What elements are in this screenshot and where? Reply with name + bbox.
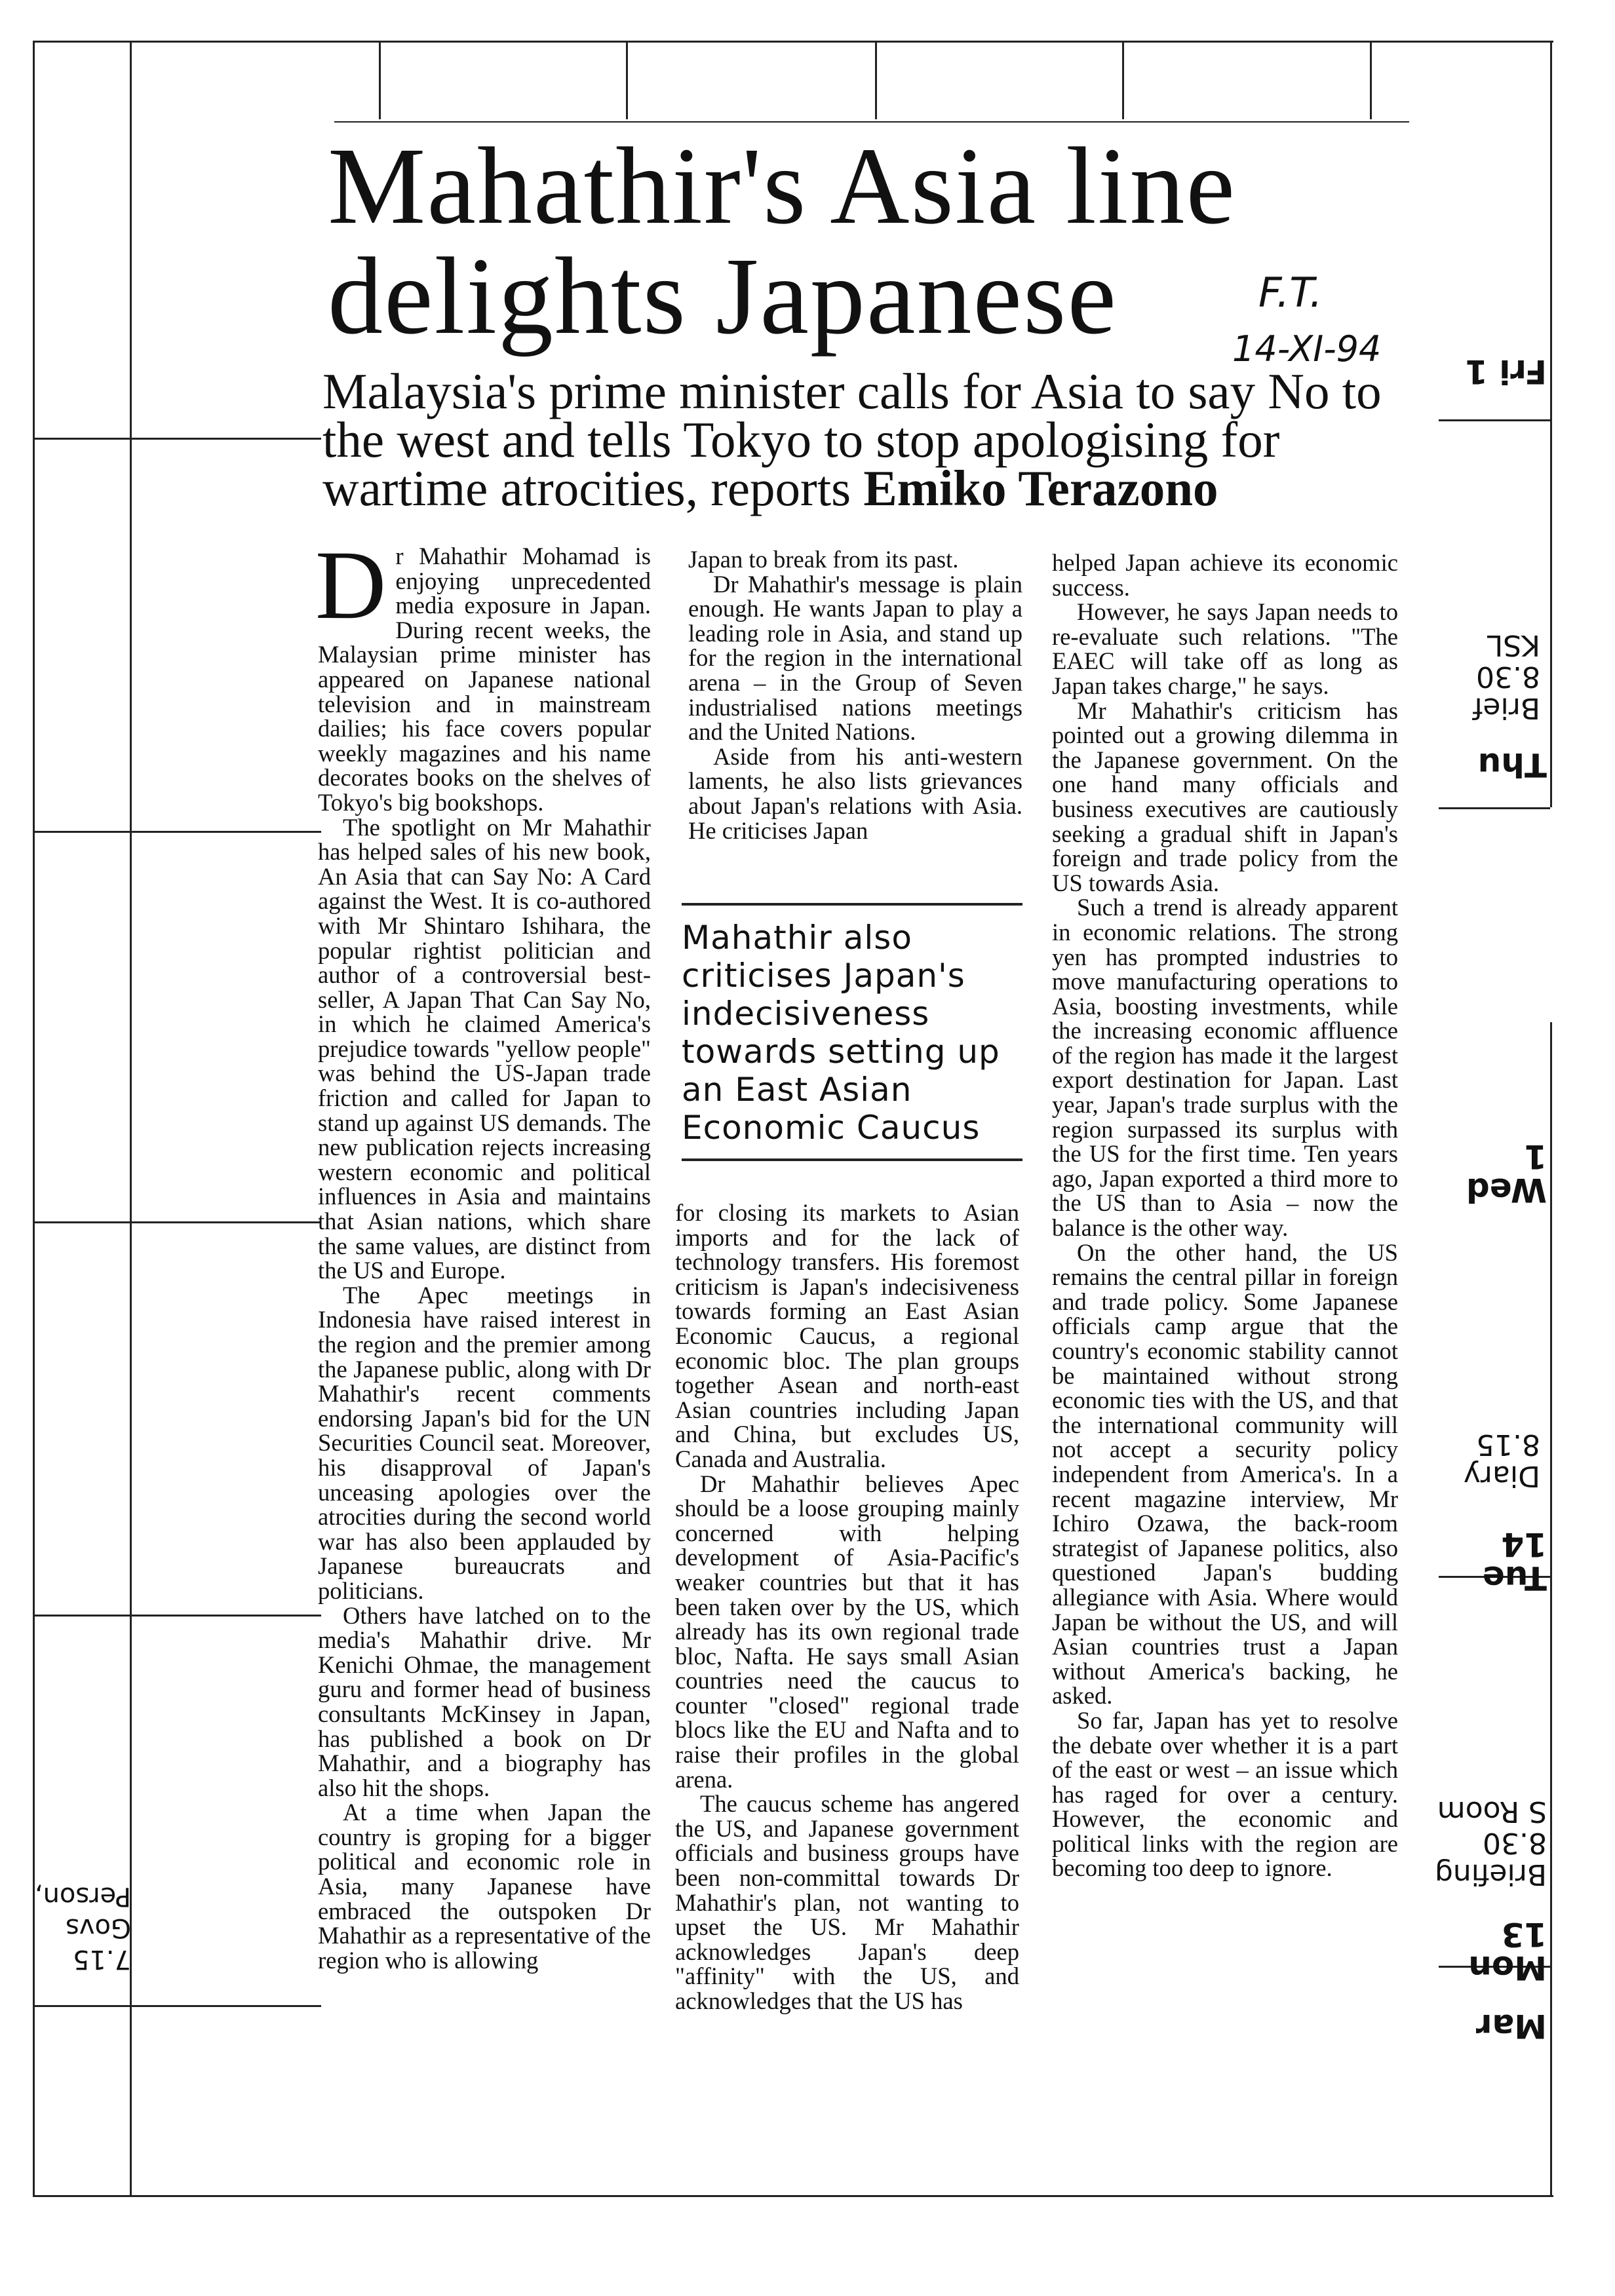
- left-row-rule-3: [33, 1221, 321, 1223]
- paragraph: At a time when Japan the country is groping for a bigger political and economic role in Asia, many Japanese have embraced the outspoken Dr Mahathir as a representative of the region who is allowing: [318, 1799, 651, 1974]
- paragraph: The caucus scheme has angered the US, and Japanese government officials and business groups have been non-committal towards Dr Mahathir's plan, not wanting to upset the US. Mr Mahathir acknowledges Japan's deep "affinity" with the US, and acknowledges that the US has: [675, 1790, 1019, 2014]
- top-tick-1: [379, 41, 381, 119]
- paragraph-text: r Mahathir Mohamad is enjoying unprecedented media exposure in Japan. During recent weeks, the Malaysian prime minister has appeared on Japanese national television and in mainstream dailies; his face covers popular weekly magazines and his name decorates books on the shelves of Tokyo's big bookshops.: [318, 543, 651, 816]
- top-tick-4: [1122, 41, 1124, 119]
- paragraph: Dr Mahathir believes Apec should be a loose grouping mainly concerned with helping development of Asia-Pacific's weaker countries but that it has been taken over by the US, which already has its own regional trade bloc, Nafta. He says small Asian countries need the caucus to counter "closed" regional trade blocs like the EU and Nafta and to raise their profiles in the global arena.: [675, 1470, 1019, 1793]
- top-tick-3: [875, 41, 877, 119]
- paragraph: Aside from his anti-western laments, he also lists grievances about Japan's relations with Asia. He criticises Japan: [688, 742, 1022, 844]
- paragraph: The spotlight on Mr Mahathir has helped sales of his new book, An Asia that can Say No: A Card against the West. It is co-authored with Mr Shintaro Ishihara, the popular rightist politician and author of a controversial best-seller, A Japan That Can Say No, in which he claimed America's prejudice towards "yellow people" was behind the US-Japan trade friction and called for Japan to stand up against US demands. The new publication rejects increasing western economic and political influences in Asia and maintains that Asian nations, which share the same values, are distinct from the US and Europe.: [318, 813, 651, 1284]
- left-row-rule-5: [33, 2005, 321, 2007]
- diary-brief-line: 8.30: [1476, 660, 1540, 693]
- diary-mar: Mar: [1475, 2007, 1547, 2045]
- byline: Emiko Terazono: [863, 460, 1218, 516]
- article-column-1: [315, 531, 651, 1974]
- right-rule: [1550, 41, 1552, 807]
- left-row-rule-4: [33, 1615, 321, 1617]
- diary-diary: Diary 8.15: [1463, 1428, 1540, 1493]
- pull-quote: Mahathir also criticises Japan's indecisiveness towards setting up an East Asian Economic Caucus: [682, 903, 1022, 1161]
- paragraph: Such a trend is already apparent in economic relations. The strong yen has prompted industries to move manufacturing operations to Asia, boosting investments, while the increasing economic affluence of the region has made it the largest export destination for Japan. Last year, Japan's trade surplus with the region surpassed its surplus with the US for the first time. Ten years ago, Japan exported a third more to the US than to Asia – now the balance is the other way.: [1052, 894, 1398, 1242]
- diary-thu: Thu: [1477, 746, 1547, 784]
- top-tick-5: [1370, 41, 1372, 119]
- headline: Mahathir's Asia line delights Japanese: [328, 125, 1237, 357]
- diary-brief-line: Brief: [1472, 691, 1540, 725]
- left-outer-rule: [33, 41, 35, 2196]
- paragraph: On the other hand, the US remains the central pillar in foreign and trade policy. Some Japanese officials camp argue that the country's economic stability cannot be maintained without strong economic ties with the US, and that the international community will not accept a security policy independent from America's. In a recent magazine interview, Mr Ichiro Ozawa, the back-room strategist of Japanese politics, also questioned Japan's budding allegiance with Asia. Where would Japan be without the US, and will Asian countries trust a Japan without America's backing, he asked.: [1052, 1238, 1398, 1710]
- paragraph: Japan to break from its past.: [688, 546, 959, 573]
- top-tick-2: [626, 41, 628, 119]
- handwritten-source-note: [1232, 269, 1403, 370]
- left-row-rule-2: [33, 831, 321, 833]
- article-column-3: [1052, 550, 1398, 1881]
- paragraph: So far, Japan has yet to resolve the debate over whether it is a part of the east or west – an issue which has raged for over a century. However, the economic and political links with the region are becoming too deep to ignore.: [1052, 1706, 1398, 1882]
- diary-fri: Fri 1: [1465, 353, 1547, 391]
- diary-briefing: Briefing 8.30 S Room: [1434, 1795, 1547, 1891]
- handwritten-source: F.T.: [1258, 269, 1323, 316]
- article-column-2-bottom: [675, 1200, 1019, 2014]
- handwritten-date: 14-XI-94: [1232, 328, 1382, 370]
- right-rule-lower: [1550, 1022, 1552, 2195]
- paragraph: Mr Mahathir's criticism has pointed out a growing dilemma in the Japanese government. On the one hand many officials and business executives are cautiously seeking a gradual shift in Japan's foreign and trade policy from the US towards Asia.: [1052, 697, 1398, 896]
- paragraph: Dr Mahathir's message is plain enough. He wants Japan to play a leading role in Asia, and stand up for the region in the international arena – in the Group of Seven industrialised nations meetings and the United Nations.: [688, 570, 1022, 746]
- paragraph: However, he says Japan needs to re-evaluate such relations. "The EAEC will take off as long as Japan takes charge," he says.: [1052, 598, 1398, 699]
- paragraph: helped Japan achieve its economic success.: [1052, 549, 1398, 601]
- headline-rule: [334, 121, 1409, 123]
- standfirst: [322, 363, 1411, 516]
- diary-left-note: 7.15 Govs Person,: [34, 1881, 131, 1974]
- left-inner-rule: [130, 41, 132, 2196]
- right-row-rule-2: [1439, 807, 1550, 809]
- paragraph: Others have latched on to the media's Mahathir drive. Mr Kenichi Ohmae, the management guru and former head of business consultants McKinsey in Japan, has published a book on Dr Mahathir, and a biography has also hit the shops.: [318, 1601, 651, 1801]
- paragraph: for closing its markets to Asian imports and for the lack of technology transfers. His foremost criticism is Japan's indecisiveness towards forming an East Asian Economic Caucus, a regional economic bloc. The plan groups together Asean and north-east Asian countries including Japan and China, but excludes US, Canada and Australia.: [675, 1199, 1019, 1472]
- diary-brief-line: KSL: [1487, 628, 1540, 662]
- bottom-rule: [33, 2195, 1553, 2197]
- right-row-rule-1: [1439, 419, 1550, 421]
- diary-tue: Tue 14: [1482, 1525, 1547, 1597]
- left-row-rule-1: [33, 438, 321, 440]
- article-column-2-top: [688, 547, 1022, 843]
- diary-brief: [1442, 629, 1540, 723]
- paragraph: [315, 531, 651, 816]
- diary-mon: Mon 13: [1468, 1915, 1547, 1987]
- diary-wed: Wed 1: [1466, 1138, 1547, 1209]
- top-rule: [33, 41, 1553, 43]
- standfirst-text: Malaysia's prime minister calls for Asia to say No to the west and tells Tokyo to stop apologising for wartime atrocities, reports: [322, 363, 1382, 516]
- drop-cap: D: [315, 531, 387, 640]
- paragraph: The Apec meetings in Indonesia have raised interest in the region and the premier among the Japanese public, along with Dr Mahathir's recent comments endorsing Japan's bid for the UN Securities Council seat. Moreover, his disapproval of Japan's unceasing apologies over the atrocities during the second world war has also been applauded by Japanese bureaucrats and politicians.: [318, 1281, 651, 1604]
